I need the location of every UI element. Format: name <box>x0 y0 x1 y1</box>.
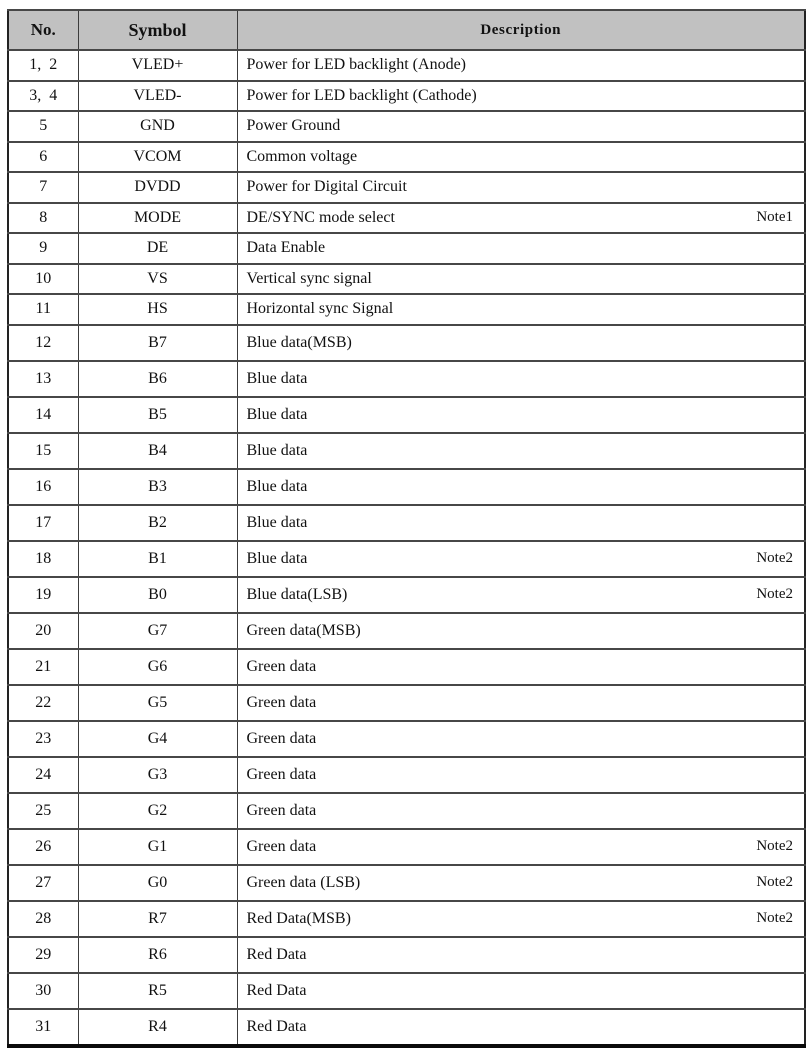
pin-symbol-cell: G2 <box>78 793 237 829</box>
description-text: Green data <box>246 729 317 747</box>
pin-number-cell: 17 <box>8 505 78 541</box>
pin-symbol-cell: G1 <box>78 829 237 865</box>
table-row <box>8 81 805 112</box>
description-wrap <box>239 300 804 318</box>
description-wrap <box>239 406 804 424</box>
pin-description-cell <box>237 294 805 325</box>
pin-symbol-cell: R5 <box>78 973 237 1009</box>
description-text: Blue data <box>246 441 308 459</box>
description-text: Red Data <box>246 1017 307 1035</box>
description-wrap <box>239 838 804 856</box>
pin-number-cell: 7 <box>8 172 78 203</box>
description-text: Red Data(MSB) <box>246 909 351 927</box>
note-text: Note2 <box>756 586 793 602</box>
description-text: Power for LED backlight (Anode) <box>246 56 466 74</box>
pin-symbol-cell: GND <box>78 111 237 142</box>
pin-symbol-cell: G4 <box>78 721 237 757</box>
table-row <box>8 721 805 757</box>
pin-symbol-cell: VLED- <box>78 81 237 112</box>
description-wrap <box>239 694 804 712</box>
table-row <box>8 264 805 295</box>
description-wrap <box>239 514 804 532</box>
description-text: Blue data <box>246 513 308 531</box>
pin-symbol-cell: DVDD <box>78 172 237 203</box>
pin-number-cell: 3, 4 <box>8 81 78 112</box>
pin-number-cell: 31 <box>8 1009 78 1046</box>
pin-description-cell <box>237 829 805 865</box>
pin-number-cell: 16 <box>8 469 78 505</box>
note-text: Note2 <box>756 550 793 566</box>
description-wrap <box>239 730 804 748</box>
column-header-symbol: Symbol <box>78 10 237 50</box>
table-row <box>8 865 805 901</box>
description-wrap <box>239 148 804 166</box>
table-row <box>8 793 805 829</box>
pin-symbol-cell: B5 <box>78 397 237 433</box>
pin-number-cell: 5 <box>8 111 78 142</box>
description-wrap <box>239 209 804 227</box>
description-text: Green data <box>246 765 317 783</box>
pin-symbol-cell: G6 <box>78 649 237 685</box>
table-row <box>8 757 805 793</box>
description-text: Green data <box>246 693 317 711</box>
table-row <box>8 505 805 541</box>
pin-description-cell <box>237 613 805 649</box>
pin-description-cell <box>237 577 805 613</box>
table-body <box>8 50 805 1046</box>
table-row <box>8 1009 805 1046</box>
description-wrap <box>239 334 804 352</box>
description-wrap <box>239 56 804 74</box>
table-row <box>8 937 805 973</box>
pin-number-cell: 26 <box>8 829 78 865</box>
pin-number-cell: 12 <box>8 325 78 361</box>
pin-number-cell: 6 <box>8 142 78 173</box>
pin-symbol-cell: B0 <box>78 577 237 613</box>
pin-number-cell: 21 <box>8 649 78 685</box>
pin-symbol-cell: VS <box>78 264 237 295</box>
pin-description-cell <box>237 264 805 295</box>
description-text: Horizontal sync Signal <box>246 300 394 318</box>
description-wrap <box>239 586 804 604</box>
pin-number-cell: 28 <box>8 901 78 937</box>
pin-description-cell <box>237 685 805 721</box>
description-text: Blue data <box>246 549 308 567</box>
description-text: Green data <box>246 801 317 819</box>
table-row <box>8 111 805 142</box>
pin-description-cell <box>237 469 805 505</box>
description-wrap <box>239 87 804 105</box>
pin-number-cell: 15 <box>8 433 78 469</box>
table-row <box>8 203 805 234</box>
column-header-description: Description <box>237 10 805 50</box>
note-text: Note2 <box>756 838 793 854</box>
table-row <box>8 649 805 685</box>
pin-description-cell <box>237 901 805 937</box>
description-wrap <box>239 1018 804 1036</box>
description-wrap <box>239 658 804 676</box>
description-text: Blue data(LSB) <box>246 585 348 603</box>
pin-description-table <box>7 9 806 1048</box>
pin-number-cell: 24 <box>8 757 78 793</box>
description-text: DE/SYNC mode select <box>246 208 395 226</box>
pin-symbol-cell: G5 <box>78 685 237 721</box>
table-row <box>8 172 805 203</box>
description-wrap <box>239 622 804 640</box>
table-row <box>8 613 805 649</box>
pin-description-cell <box>237 111 805 142</box>
description-text: Common voltage <box>246 147 358 165</box>
table-row <box>8 397 805 433</box>
description-text: Red Data <box>246 981 307 999</box>
description-wrap <box>239 478 804 496</box>
description-wrap <box>239 766 804 784</box>
pin-symbol-cell: G3 <box>78 757 237 793</box>
pin-symbol-cell: VLED+ <box>78 50 237 81</box>
pin-symbol-cell: R6 <box>78 937 237 973</box>
description-text: Green data <box>246 837 317 855</box>
note-text: Note2 <box>756 874 793 890</box>
pin-number-cell: 14 <box>8 397 78 433</box>
pin-description-cell <box>237 757 805 793</box>
description-wrap <box>239 178 804 196</box>
pin-description-cell <box>237 541 805 577</box>
table-row <box>8 50 805 81</box>
table-row <box>8 469 805 505</box>
table-row <box>8 685 805 721</box>
table-row <box>8 294 805 325</box>
description-text: Blue data <box>246 405 308 423</box>
pin-description-cell <box>237 1009 805 1046</box>
description-wrap <box>239 270 804 288</box>
pin-description-cell <box>237 361 805 397</box>
table-row <box>8 325 805 361</box>
pin-number-cell: 9 <box>8 233 78 264</box>
description-text: Power for Digital Circuit <box>246 178 407 196</box>
pin-number-cell: 25 <box>8 793 78 829</box>
description-text: Vertical sync signal <box>246 269 372 287</box>
pin-symbol-cell: VCOM <box>78 142 237 173</box>
table-row <box>8 541 805 577</box>
description-text: Green data (LSB) <box>246 873 361 891</box>
pin-description-cell <box>237 172 805 203</box>
pin-description-cell <box>237 793 805 829</box>
pin-number-cell: 20 <box>8 613 78 649</box>
description-wrap <box>239 370 804 388</box>
pin-symbol-cell: G0 <box>78 865 237 901</box>
description-text: Red Data <box>246 945 307 963</box>
description-wrap <box>239 802 804 820</box>
pin-symbol-cell: MODE <box>78 203 237 234</box>
pin-description-cell <box>237 649 805 685</box>
table-row <box>8 433 805 469</box>
pin-description-cell <box>237 203 805 234</box>
description-wrap <box>239 117 804 135</box>
description-wrap <box>239 910 804 928</box>
pin-description-cell <box>237 142 805 173</box>
pin-symbol-cell: B7 <box>78 325 237 361</box>
table-row <box>8 233 805 264</box>
pin-description-cell <box>237 50 805 81</box>
pin-number-cell: 13 <box>8 361 78 397</box>
pin-description-cell <box>237 325 805 361</box>
pin-description-cell <box>237 233 805 264</box>
pin-number-cell: 23 <box>8 721 78 757</box>
description-wrap <box>239 946 804 964</box>
table-row <box>8 901 805 937</box>
pin-number-cell: 11 <box>8 294 78 325</box>
table-header-row <box>8 10 805 50</box>
pin-description-cell <box>237 433 805 469</box>
description-wrap <box>239 239 804 257</box>
pin-number-cell: 8 <box>8 203 78 234</box>
description-wrap <box>239 550 804 568</box>
pin-symbol-cell: HS <box>78 294 237 325</box>
pin-description-cell <box>237 937 805 973</box>
pin-number-cell: 29 <box>8 937 78 973</box>
description-text: Blue data <box>246 477 308 495</box>
pin-symbol-cell: B1 <box>78 541 237 577</box>
pin-symbol-cell: G7 <box>78 613 237 649</box>
pin-number-cell: 22 <box>8 685 78 721</box>
pin-symbol-cell: B4 <box>78 433 237 469</box>
pin-number-cell: 1, 2 <box>8 50 78 81</box>
description-text: Blue data(MSB) <box>246 333 352 351</box>
pin-description-cell <box>237 721 805 757</box>
pin-number-cell: 19 <box>8 577 78 613</box>
pin-symbol-cell: B2 <box>78 505 237 541</box>
pin-symbol-cell: B3 <box>78 469 237 505</box>
description-text: Green data <box>246 657 317 675</box>
description-text: Power Ground <box>246 117 341 135</box>
pin-symbol-cell: B6 <box>78 361 237 397</box>
description-text: Blue data <box>246 369 308 387</box>
pin-number-cell: 10 <box>8 264 78 295</box>
pin-description-cell <box>237 865 805 901</box>
pin-description-cell <box>237 505 805 541</box>
column-header-no: No. <box>8 10 78 50</box>
table-row <box>8 361 805 397</box>
pin-symbol-cell: DE <box>78 233 237 264</box>
pin-number-cell: 18 <box>8 541 78 577</box>
table-row <box>8 577 805 613</box>
note-text: Note2 <box>756 910 793 926</box>
table-row <box>8 142 805 173</box>
description-text: Data Enable <box>246 239 326 257</box>
pin-number-cell: 30 <box>8 973 78 1009</box>
pin-symbol-cell: R4 <box>78 1009 237 1046</box>
description-wrap <box>239 442 804 460</box>
note-text: Note1 <box>756 209 793 226</box>
pin-description-cell <box>237 397 805 433</box>
table-row <box>8 829 805 865</box>
pin-description-cell <box>237 81 805 112</box>
description-wrap <box>239 874 804 892</box>
description-text: Green data(MSB) <box>246 621 361 639</box>
pin-number-cell: 27 <box>8 865 78 901</box>
description-text: Power for LED backlight (Cathode) <box>246 86 477 104</box>
pin-symbol-cell: R7 <box>78 901 237 937</box>
